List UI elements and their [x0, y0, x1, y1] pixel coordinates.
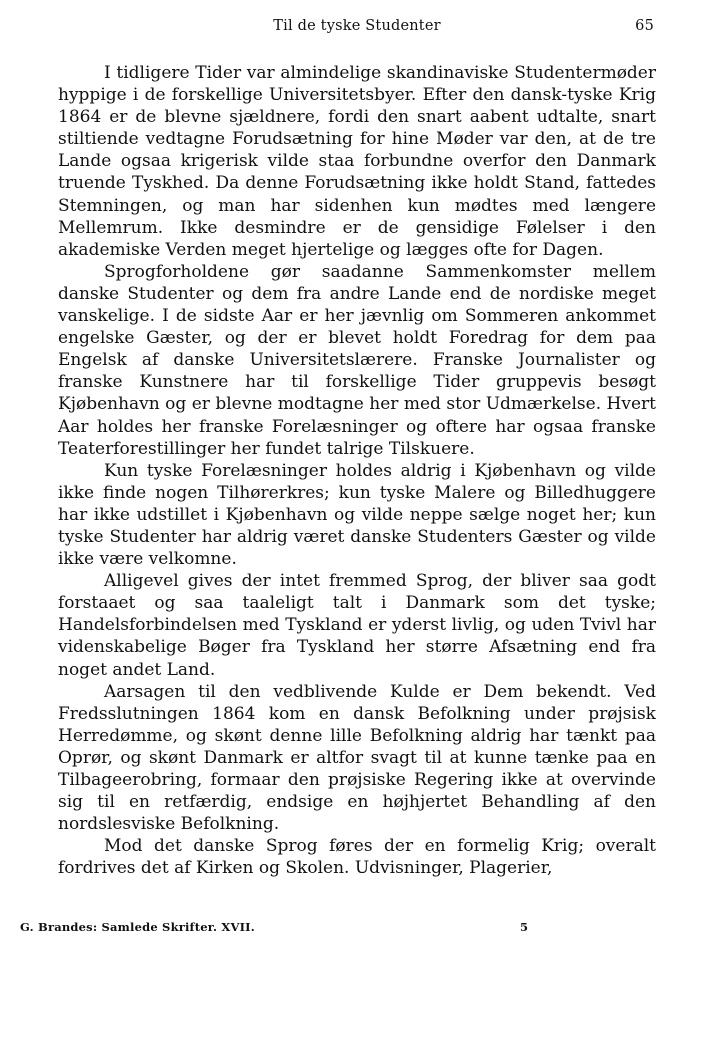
paragraph-2: Sprogforholdene gør saadanne Sammenkomster mellem danske Studenter og dem fra andre Lande end de nordiske meget vanskelige. I de sidste Aar er her jævnlig om Sommeren ankommet engelske Gæster, og der er blevet holdt Foredrag for dem paa Engelsk af danske Universitetslærere. Franske Journalister og franske Kunstnere har til forskellige Tider gruppevis besøgt Kjøbenhavn og er blevne modtagne her med stor Udmærkelse. Hvert Aar holdes her franske Forelæsninger og oftere har ogsaa franske Teaterforestillinger her fundet talrige Tilskuere. — [58, 261, 656, 459]
running-head — [58, 14, 656, 42]
running-title: Til de tyske Studenter — [273, 18, 441, 34]
book-page — [58, 14, 656, 879]
paragraph-6: Mod det danske Sprog føres der en formelig Krig; overalt fordrives det af Kirken og Skolen. Udvisninger, Plagerier, — [58, 836, 656, 879]
paragraph-4: Alligevel gives der intet fremmed Sprog, der bliver saa godt forstaaet og saa taaleligt talt i Danmark som det tyske; Handelsforbindelsen med Tyskland er yderst livlig, og uden Tvivl har videnskabelige Bøger fra Tyskland her større Afsætning end fra noget andet Land. — [58, 571, 656, 680]
signature-mark: 5 — [520, 920, 529, 934]
paragraph-1: I tidligere Tider var almindelige skandinaviske Studentermøder hyppige i de forskellige Universitetsbyer. Efter den dansk-tyske Krig 1864 er de blevne sjældnere, fordi den snart aabent udtalte, snart stiltiende vedtagne Forudsætning for hine Møder var den, at de tre Lande ogsaa krigerisk vilde staa forbundne overfor den Danmark truende Tyskhed. Da denne Forudsætning ikke holdt Stand, fattedes Stemningen, og man har sidenhen kun mødtes med længere Mellemrum. Ikke desmindre er de gensidige Følelser i den akademiske Verden meget hjertelige og lægges ofte for Dagen. — [58, 63, 656, 260]
paragraph-5: Aarsagen til den vedblivende Kulde er Dem bekendt. Ved Fredsslutningen 1864 kom en dansk Befolkning under prøjsisk Herredømme, og skønt denne lille Befolkning aldrig har tænkt paa Oprør, og skønt Danmark er altfor svagt til at kunne tænke paa en Tilbageerobring, formaar den prøjsiske Regering ikke at overvinde sig til en retfærdig, endsige en højhjertet Behandling af den nordslesviske Befolkning. — [58, 681, 656, 835]
page-footer — [20, 920, 580, 934]
paragraph-3: Kun tyske Forelæsninger holdes aldrig i Kjøbenhavn og vilde ikke finde nogen Tilhørerkres; kun tyske Malere og Billedhuggere har ikke udstillet i Kjøbenhavn og vilde neppe sælge noget her; kun tyske Studenter har aldrig været danske Studenters Gæster og vilde ikke være velkomne. — [58, 460, 656, 570]
page-number: 65 — [635, 18, 654, 34]
body-text — [58, 62, 656, 879]
footer-imprint: G. Brandes: Samlede Skrifter. XVII. — [20, 920, 255, 934]
